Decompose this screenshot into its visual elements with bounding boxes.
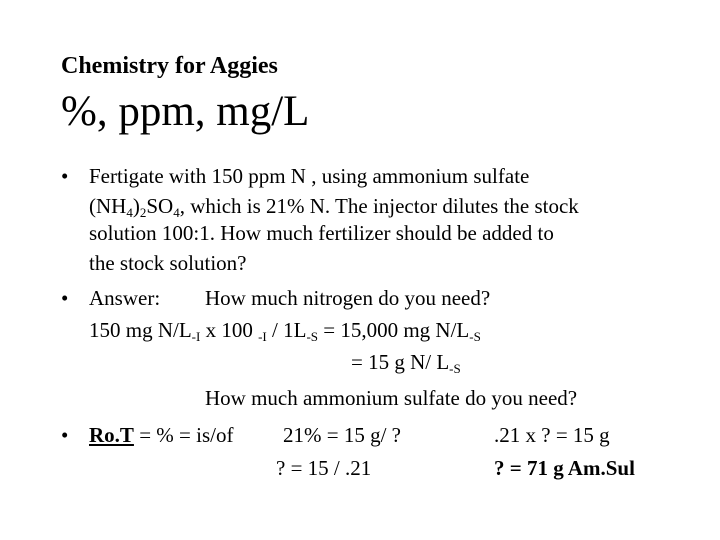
bullet-marker: • (61, 423, 69, 447)
rot-formula: Ro.T = % = is/of (89, 423, 234, 447)
rot-result: ? = 71 g Am.Sul (494, 456, 635, 480)
answer-label: Answer: (89, 286, 161, 310)
answer-question-1: How much nitrogen do you need? (205, 286, 491, 310)
bullet-marker: • (61, 164, 69, 188)
problem-line-3: solution 100:1. How much fertilizer should be added to (89, 221, 554, 245)
rot-equation-1: 21% = 15 g/ ? (283, 423, 401, 447)
slide-title: %, ppm, mg/L (61, 88, 310, 135)
problem-line-1: Fertigate with 150 ppm N , using ammonium sulfate (89, 164, 530, 188)
problem-line-4: the stock solution? (89, 251, 247, 275)
rot-equation-2: .21 x ? = 15 g (494, 423, 610, 447)
problem-line-2: $(NH_4)_2SO_4$, which is 21% N. The injector dilutes the stock (89, 194, 579, 220)
rot-label: Ro.T (89, 423, 134, 447)
slide-subtitle: Chemistry for Aggies (61, 53, 278, 79)
rot-equation-3: ? = 15 / .21 (276, 456, 372, 480)
answer-calc-2: = 15 g N/ $L_{-S}$ (351, 350, 461, 376)
bullet-marker: • (61, 286, 69, 310)
answer-calc-1: 150 mg $N/L_{-I}$ x 100 $_{-I} / 1L_{-S} = 15,000$ mg $N/L_{-S}$ (89, 318, 481, 344)
answer-question-2: How much ammonium sulfate do you need? (205, 386, 578, 410)
